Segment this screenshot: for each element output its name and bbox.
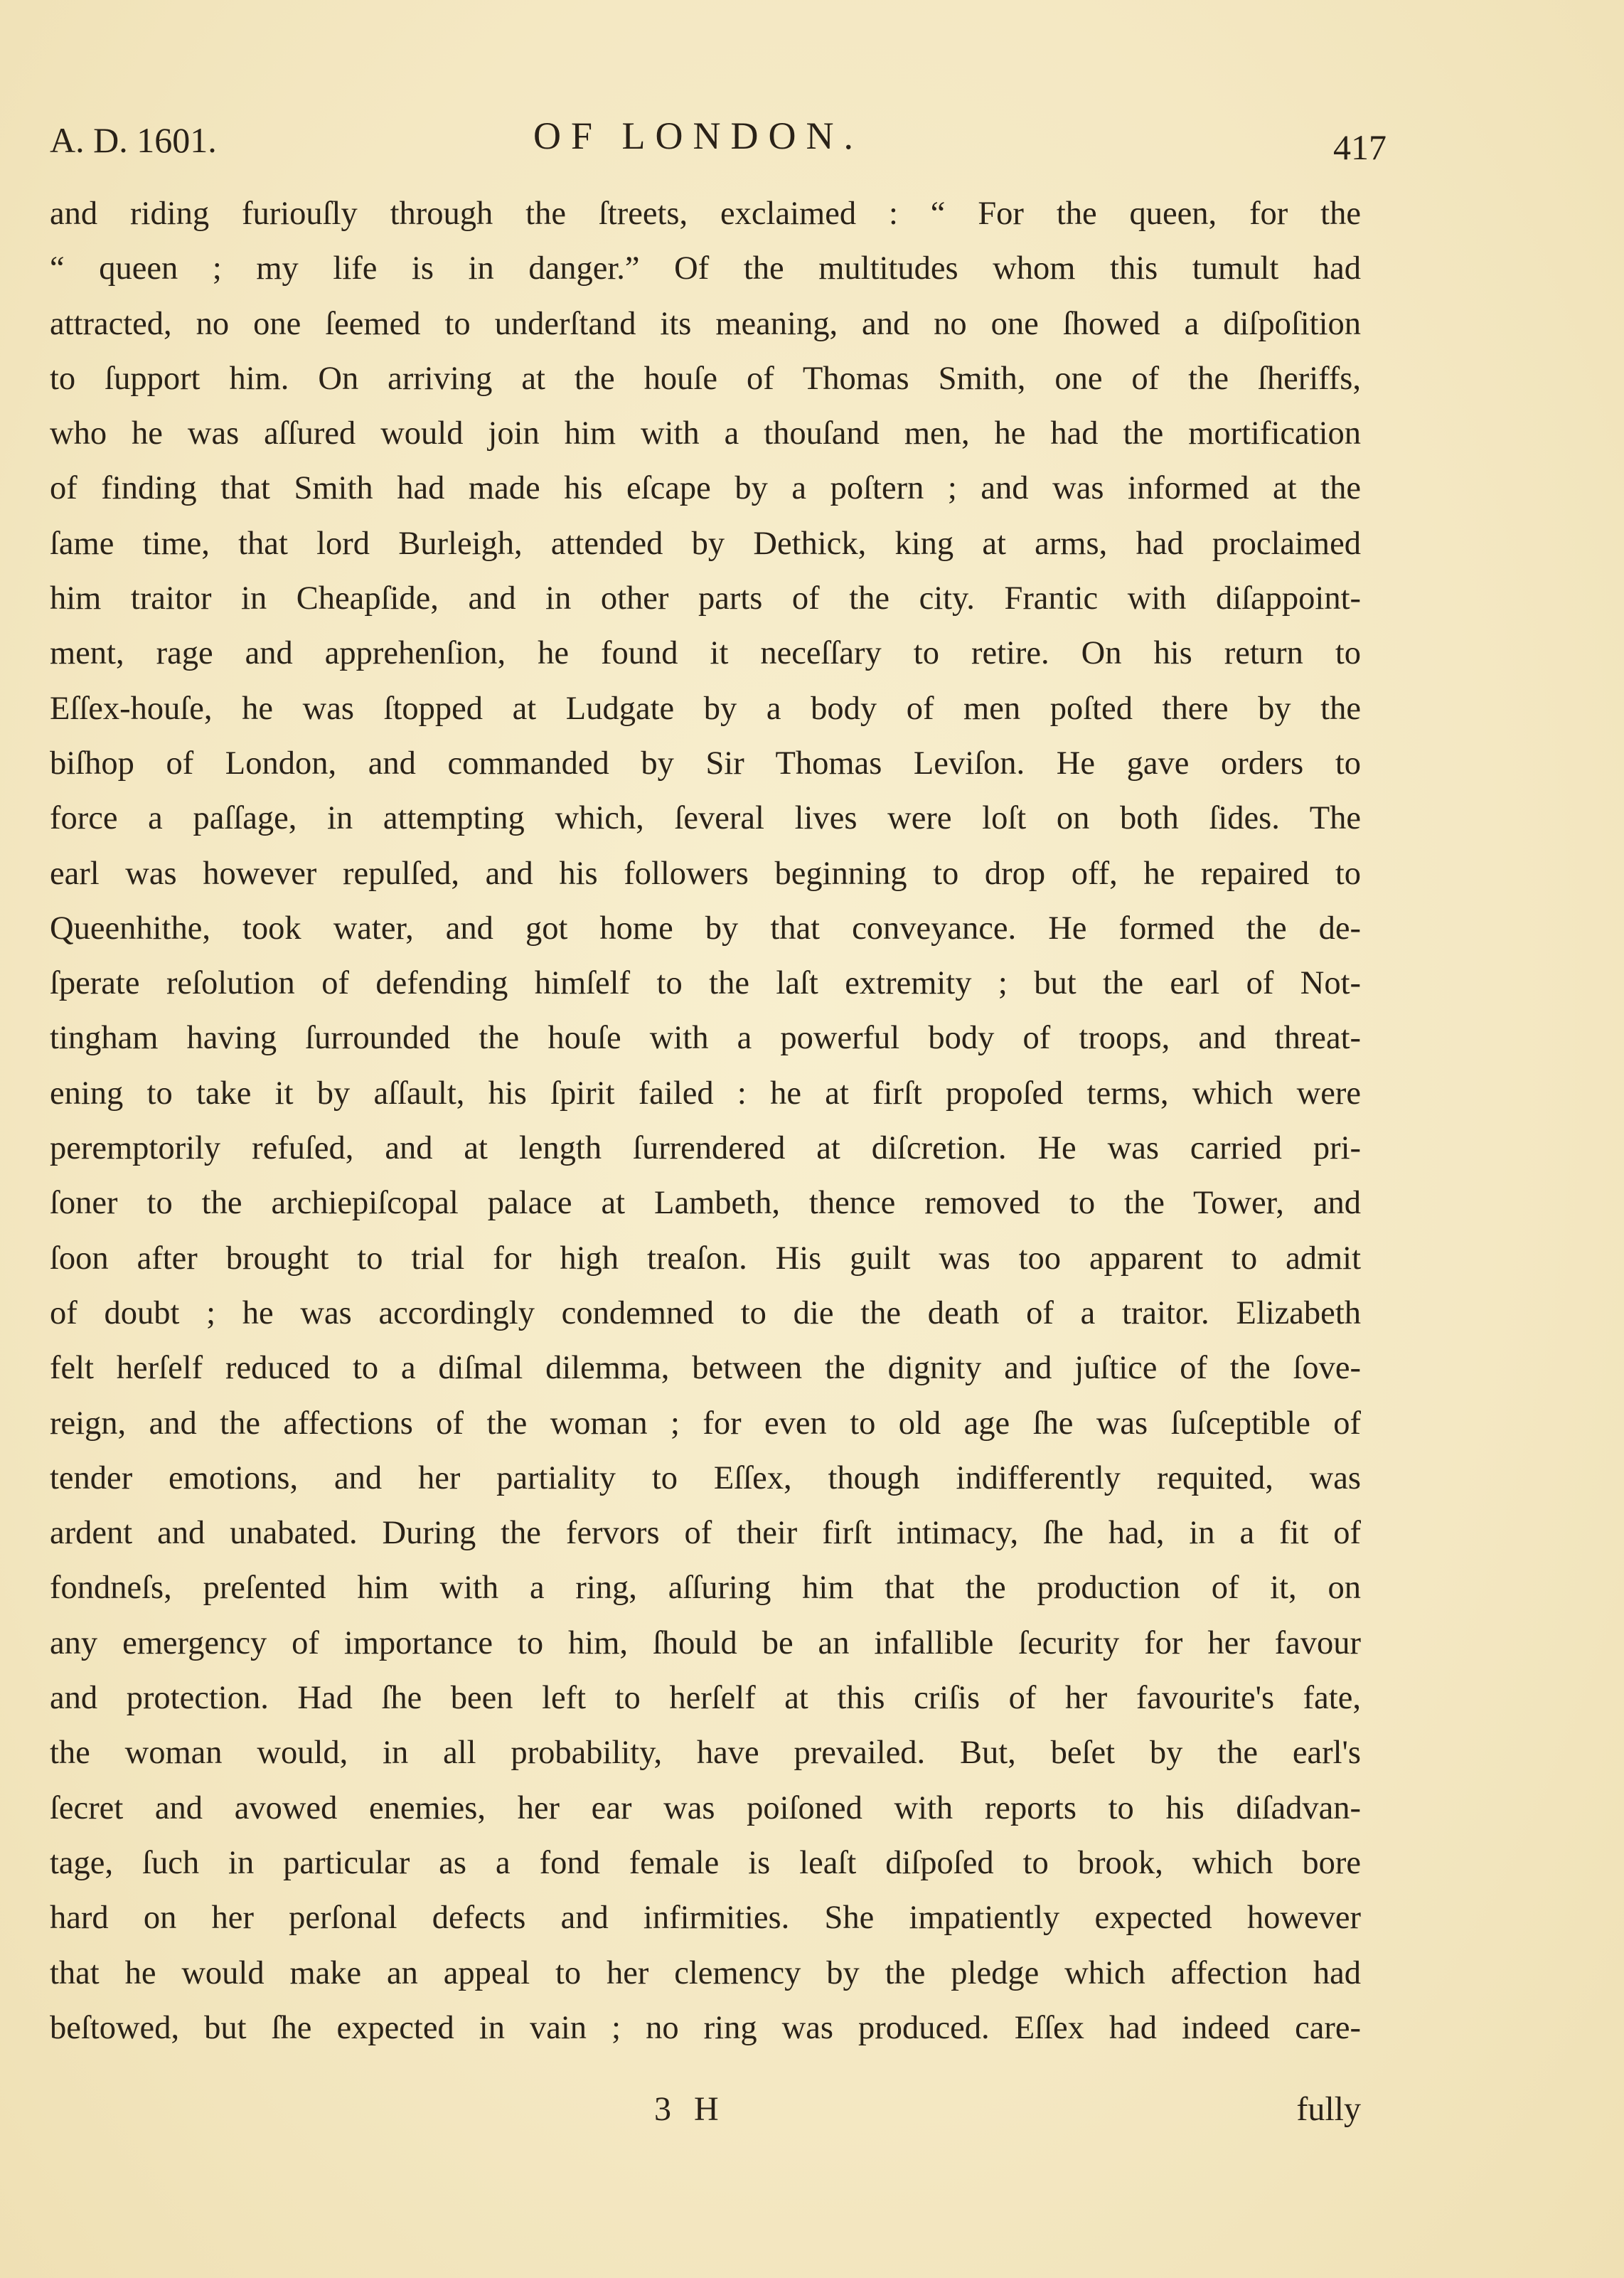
text-line: reign, and the affections of the woman ; for even to old age ſhe was ſuſceptible of bbox=[50, 1405, 1361, 1442]
text-line: ening to take it by aſſault, his ſpirit failed : he at firſt propoſed terms, which were bbox=[50, 1075, 1361, 1112]
text-line: and protection. Had ſhe been left to herſelf at this criſis of her favourite's fate, bbox=[50, 1680, 1361, 1717]
text-line: of finding that Smith had made his eſcape by a poſtern ; and was informed at the bbox=[50, 470, 1361, 507]
text-line: hard on her perſonal defects and infirmities. She impatiently expected however bbox=[50, 1900, 1361, 1937]
text-line: peremptorily refuſed, and at length ſurrendered at diſcretion. He was carried pri- bbox=[50, 1130, 1361, 1167]
text-line: of doubt ; he was accordingly condemned to die the death of a traitor. Elizabeth bbox=[50, 1294, 1361, 1331]
running-head bbox=[50, 107, 1387, 167]
text-line: beſtowed, but ſhe expected in vain ; no ring was produced. Eſſex had indeed care- bbox=[50, 2009, 1361, 2046]
text-line: Queenhithe, took water, and got home by that conveyance. He formed the de- bbox=[50, 910, 1361, 947]
text-line: the woman would, in all probability, have prevailed. But, beſet by the earl's bbox=[50, 1735, 1361, 1772]
text-line: attracted, no one ſeemed to underſtand its meaning, and no one ſhowed a diſpoſition bbox=[50, 305, 1361, 342]
text-line: fondneſs, preſented him with a ring, aſſuring him that the production of it, on bbox=[50, 1570, 1361, 1607]
header-title: OF LONDON. bbox=[533, 115, 863, 157]
header-date: A. D. 1601. bbox=[50, 120, 217, 160]
text-line: ſoon after brought to trial for high treaſon. His guilt was too apparent to admit bbox=[50, 1240, 1361, 1277]
text-line: ſperate reſolution of defending himſelf to the laſt extremity ; but the earl of Not- bbox=[50, 965, 1361, 1002]
body-text bbox=[50, 186, 1361, 2055]
text-line: who he was aſſured would join him with a thouſand men, he had the mortification bbox=[50, 415, 1361, 452]
page-footer bbox=[50, 2077, 1361, 2134]
text-line: ardent and unabated. During the fervors of their firſt intimacy, ſhe had, in a fit of bbox=[50, 1515, 1361, 1552]
text-line: him traitor in Cheapſide, and in other parts of the city. Frantic with diſappoint- bbox=[50, 580, 1361, 617]
text-line: that he would make an appeal to her clemency by the pledge which affection had bbox=[50, 1954, 1361, 1991]
page-number: 417 bbox=[1333, 127, 1387, 167]
text-line: tingham having ſurrounded the houſe with a powerful body of troops, and threat- bbox=[50, 1020, 1361, 1057]
text-line: and riding furiouſly through the ſtreets, exclaimed : “ For the queen, for the bbox=[50, 196, 1361, 232]
text-line: “ queen ; my life is in danger.” Of the multitudes whom this tumult had bbox=[50, 250, 1361, 287]
catchword: fully bbox=[1296, 2090, 1361, 2128]
text-line: biſhop of London, and commanded by Sir Thomas Leviſon. He gave orders to bbox=[50, 745, 1361, 782]
text-line: ſoner to the archiepiſcopal palace at Lambeth, thence removed to the Tower, and bbox=[50, 1185, 1361, 1222]
text-line: any emergency of importance to him, ſhould be an infallible ſecurity for her favour bbox=[50, 1624, 1361, 1661]
text-line: Eſſex-houſe, he was ſtopped at Ludgate by a body of men poſted there by the bbox=[50, 690, 1361, 727]
text-line: tender emotions, and her partiality to Eſſex, though indifferently requited, was bbox=[50, 1459, 1361, 1496]
text-line: ment, rage and apprehenſion, he found it neceſſary to retire. On his return to bbox=[50, 635, 1361, 672]
text-line: force a paſſage, in attempting which, ſeveral lives were loſt on both ſides. The bbox=[50, 800, 1361, 837]
signature-mark: 3 H bbox=[654, 2090, 726, 2128]
text-line: felt herſelf reduced to a diſmal dilemma, between the dignity and juſtice of the ſove- bbox=[50, 1350, 1361, 1387]
text-line: tage, ſuch in particular as a fond female is leaſt diſpoſed to brook, which bore bbox=[50, 1844, 1361, 1881]
text-line: to ſupport him. On arriving at the houſe of Thomas Smith, one of the ſheriffs, bbox=[50, 360, 1361, 397]
text-line: ſame time, that lord Burleigh, attended by Dethick, king at arms, had proclaimed bbox=[50, 525, 1361, 562]
text-line: earl was however repulſed, and his followers beginning to drop off, he repaired to bbox=[50, 855, 1361, 892]
text-line: ſecret and avowed enemies, her ear was poiſoned with reports to his diſadvan- bbox=[50, 1789, 1361, 1826]
